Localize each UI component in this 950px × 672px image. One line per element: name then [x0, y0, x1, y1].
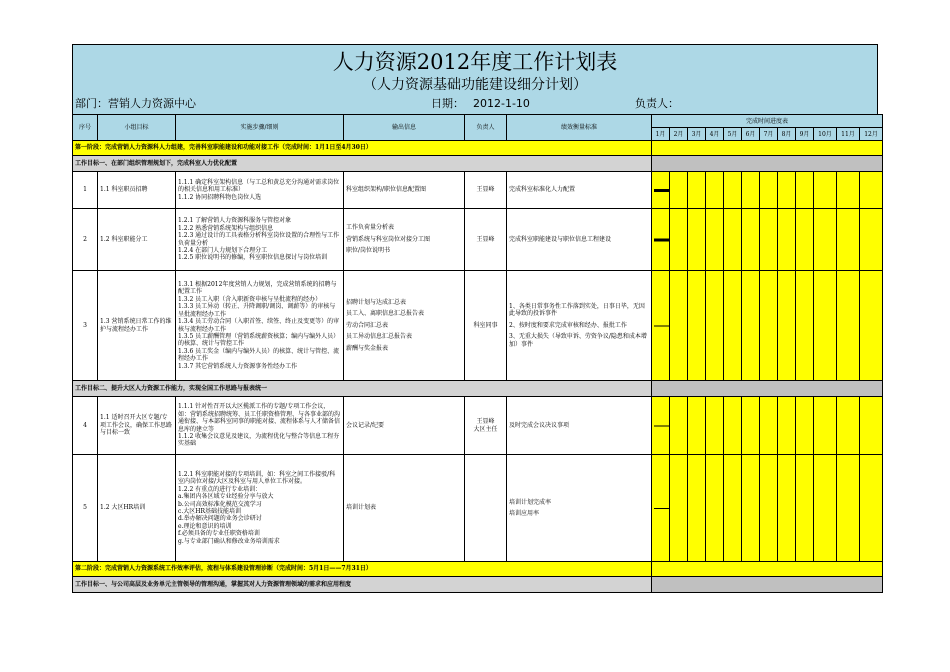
month-cell [837, 397, 860, 455]
table-row [73, 397, 883, 455]
month-cell [706, 271, 724, 381]
month-cell [652, 172, 670, 209]
steps-cell-line: 1.2.1 科室职能对接的专项培训，如：科室之间工作接驳/科室内岗位对接/大区及科室与用人单位工作对接。 [178, 470, 336, 486]
output-cell-line: 员工入、离职信息汇总报告表 [346, 310, 425, 318]
department-label: 部门：营销人力资源中心 [75, 97, 196, 110]
plan-table [72, 114, 883, 593]
page-title: 人力资源2012年度工作计划表 [332, 50, 618, 74]
header-month: 9月 [796, 128, 814, 141]
row-number: 3 [73, 271, 98, 381]
steps-cell-line: 1.3.1 根据2012年度营销人力规划，完成营销系统的招聘与配置工作 [178, 281, 337, 296]
steps-cell-line: 1.1.1 确定科室架构信息（与工总和黄总充分沟通对需求岗位的相关信息和用工标准） [178, 178, 340, 194]
kpi-cell [507, 455, 652, 562]
month-cell [860, 209, 883, 271]
output-cell [344, 455, 465, 562]
header-output: 输出信息 [344, 115, 465, 141]
month-cell [837, 455, 860, 562]
month-cell [688, 172, 706, 209]
output-cell-line: 劳动合同汇总表 [346, 321, 389, 329]
page-subtitle: （人力资源基础功能建设细分计划） [363, 77, 587, 93]
steps-cell-line: 1.3.2 员工入职（含入职新资申核与呈批流程的经办） [178, 295, 322, 303]
header-kpi: 绩效衡量标准 [507, 115, 652, 141]
header-month: 6月 [742, 128, 760, 141]
goal-2-banner-fill [652, 381, 883, 397]
steps-cell-line: 1.1.1 针对性召开以大区揽派工作的专题/专项工作会议，如：营销系统招聘统筹、员工任职资格管理、与各事业部的沟通衔接、与本部科室同事的职能对接、流程体系与人才储备信息库的建立等 [178, 403, 341, 433]
month-cell [814, 172, 837, 209]
header-steps: 实施步骤/细则 [176, 115, 344, 141]
steps-cell [176, 455, 344, 562]
month-cell [760, 209, 778, 271]
month-cell [837, 209, 860, 271]
output-cell-line: 薪酬与奖金报表 [346, 344, 389, 352]
output-cell-line: 营销系统与科室岗位对接分工图 [346, 235, 431, 243]
goal-3-banner: 工作目标一、与公司高层及业务单元主管领导的管理沟通，掌握其对人力资源管理领域的需求和应用程度 [73, 577, 652, 593]
header-goal: 小组目标 [98, 115, 176, 141]
steps-cell-line: b.公司高效标准化模范交流学习 [178, 500, 262, 508]
steps-cell [176, 209, 344, 271]
header-month: 12月 [860, 128, 883, 141]
gantt-track [652, 397, 670, 455]
month-cell [778, 455, 796, 562]
kpi-cell [507, 271, 652, 381]
month-cell [796, 455, 814, 562]
goal-1-banner-fill [652, 156, 883, 172]
month-cell [760, 397, 778, 455]
kpi-cell-line: 完成科室职能建设与职位信息工程建设 [509, 235, 612, 243]
worksheet [72, 44, 878, 593]
month-cell [778, 172, 796, 209]
header-month: 7月 [760, 128, 778, 141]
owner-label: 负责人： [635, 97, 679, 110]
gantt-track [652, 209, 670, 271]
table-row [73, 455, 883, 562]
steps-cell-line: c.大区HR基础技能培训 [178, 508, 242, 515]
month-cell [670, 172, 688, 209]
header-month: 2月 [670, 128, 688, 141]
month-cell [860, 172, 883, 209]
goal-2-banner: 工作目标二、提升大区人力资源工作能力，实现全国工作思路与报表统一 [73, 381, 652, 397]
month-cell [724, 172, 742, 209]
month-cell [837, 271, 860, 381]
steps-cell-line: 1.2.2 熟悉营销系统架构与组织信息 [178, 224, 274, 232]
header-month: 11月 [837, 128, 860, 141]
kpi-cell-line: 培训应用率 [509, 510, 540, 517]
month-cell [706, 455, 724, 562]
steps-cell-line: 1.1.2 协同招聘科物色岗位人选 [178, 193, 262, 201]
month-cell [652, 209, 670, 271]
goal-cell: 1.1 科室职员招聘 [98, 172, 176, 209]
owner-cell: 王显峰 [465, 172, 507, 209]
output-cell-line: 招聘计划与达成汇总表 [346, 298, 407, 306]
goal-1-banner: 工作目标一、在部门组织管理规划下，完成科室人力优化配置 [73, 156, 652, 172]
output-cell-line: 员工异动信息汇总报告表 [346, 333, 413, 341]
month-cell [760, 172, 778, 209]
owner-cell [465, 455, 507, 562]
steps-cell-line: 1.2.1 了解营销人力资源科服务与管控对象 [178, 217, 292, 225]
month-cell [760, 271, 778, 381]
month-cell [814, 455, 837, 562]
month-cell [724, 271, 742, 381]
output-cell-line: 工作负荷量分析表 [346, 224, 395, 232]
phase-2-banner-fill [652, 562, 883, 577]
month-cell [814, 271, 837, 381]
month-cell [670, 271, 688, 381]
steps-cell-line: 1.1.2 收集会议意见及建议，为流程优化与整合等信息工程夯实基础 [178, 432, 340, 448]
month-cell [778, 271, 796, 381]
goal-cell: 1.1 适时召开大区专题/专项工作会议，确保工作思路与目标一致 [98, 397, 176, 455]
kpi-cell-line: 1、各类日常事务性工作落到实处，日事日毕，无因此导致的投诉事件 [509, 302, 645, 318]
month-cell [860, 397, 883, 455]
steps-cell-line: a.集团内各区域专业经验分享与放大 [178, 493, 274, 501]
header-month: 4月 [706, 128, 724, 141]
month-cell [742, 172, 760, 209]
row-number: 2 [73, 209, 98, 271]
table-row [73, 271, 883, 381]
date-label: 日期： [431, 97, 464, 110]
steps-cell-line: 1.3.4 员工劳动合同（入职首签、续签、终止及变更等）的审核与流程经办工作 [178, 318, 340, 333]
goal-cell: 1.3 营销系统日常工作的维护与流程经办工作 [98, 271, 176, 381]
goal-3-banner-fill [652, 577, 883, 593]
table-row [73, 209, 883, 271]
phase-1-banner: 第一阶段：完成营销人力资源科人力组建，完善科室职能建设和功能对接工作（完成时间：1月1日至4月30日） [73, 141, 652, 156]
gantt-track [652, 455, 670, 562]
month-cell [814, 397, 837, 455]
steps-cell-line: d.举办解决问题的业务会诊研讨 [178, 515, 262, 523]
phase-2-banner: 第二阶段：完成营销人力资源系统工作效率评估，流程与体系建设管理诊断（完成时间：5月1日——7月31日） [73, 562, 652, 577]
month-cell [796, 271, 814, 381]
month-cell [742, 271, 760, 381]
month-cell [688, 271, 706, 381]
month-cell [742, 455, 760, 562]
month-cell [796, 172, 814, 209]
month-cell [742, 397, 760, 455]
phase-1-banner-fill [652, 141, 883, 156]
output-cell [344, 397, 465, 455]
steps-cell-line: 1.2.5 职位说明书的修编，科室职位信息探讨与岗位培训 [178, 254, 328, 262]
steps-cell-line: 1.3.3 员工异动（转正、升降调职/调岗、调薪等）的审核与呈批流程经办工作 [178, 303, 336, 318]
kpi-cell-line: 培训计划完成率 [509, 498, 552, 506]
table-row [73, 172, 883, 209]
header-month: 5月 [724, 128, 742, 141]
output-cell-line: 培训计划表 [346, 504, 377, 512]
kpi-cell [507, 172, 652, 209]
goal-cell: 1.2 大区HR培训 [98, 455, 176, 562]
kpi-cell-line: 及时完成会议决议事项 [509, 421, 570, 429]
steps-cell [176, 172, 344, 209]
info-bar [72, 94, 878, 114]
month-cell [706, 209, 724, 271]
steps-cell-line: 1.2.3 通过设计的工具表格分析科室岗位设置的合理性与工作负荷量分析 [178, 232, 340, 247]
owner-cell: 王显峰 大区主任 [465, 397, 507, 455]
kpi-cell-line: 3、无重大损失（导致申诉、劳资争议/隐患和成本增加）事件 [509, 333, 647, 348]
header-progress: 完成时间进度表 [652, 115, 883, 128]
month-cell [652, 271, 670, 381]
steps-cell-line: 1.3.6 员工奖金（编内与编外人员）的核算、统计与管控、流程经办工作 [178, 347, 340, 363]
row-number: 1 [73, 172, 98, 209]
month-cell [814, 209, 837, 271]
output-cell [344, 172, 465, 209]
month-cell [688, 455, 706, 562]
output-cell-line: 科室组织架构/职位信息配置图 [346, 186, 427, 194]
gantt-track [652, 172, 670, 209]
output-cell [344, 271, 465, 381]
row-number: 5 [73, 455, 98, 562]
output-cell [344, 209, 465, 271]
month-cell [742, 209, 760, 271]
month-cell [670, 209, 688, 271]
header-month: 1月 [652, 128, 670, 141]
date-value: 2012-1-10 [473, 97, 530, 110]
steps-cell-line: 1.2.4 在部门人力规划下合理分工 [178, 246, 268, 254]
row-number: 4 [73, 397, 98, 455]
month-cell [670, 455, 688, 562]
steps-cell-line: 1.3.7 其它营销系统人力资源事务性经办工作 [178, 362, 298, 370]
steps-cell-line: e.理论和意识的培训 [178, 522, 232, 530]
header-month: 3月 [688, 128, 706, 141]
month-cell [860, 455, 883, 562]
month-cell [778, 397, 796, 455]
month-cell [724, 397, 742, 455]
title-banner [72, 44, 878, 94]
header-owner: 负责人 [465, 115, 507, 141]
steps-cell-line: g.与专业部门确认和修改业务培训需求 [178, 537, 280, 545]
month-cell [652, 455, 670, 562]
month-cell [706, 172, 724, 209]
output-cell-line: 职位/岗位说明书 [346, 247, 391, 255]
steps-cell-line: 1.2.2 有重点的进行专业培训： [178, 485, 262, 493]
kpi-cell [507, 209, 652, 271]
month-cell [670, 397, 688, 455]
month-cell [760, 455, 778, 562]
steps-cell [176, 397, 344, 455]
month-cell [724, 455, 742, 562]
month-cell [652, 397, 670, 455]
kpi-cell [507, 397, 652, 455]
month-cell [837, 172, 860, 209]
steps-cell-line: 1.3.5 员工薪酬管理（营销系统薪资核算；编内与编外人员）的核算、统计与管控工作 [178, 332, 340, 348]
owner-cell: 王显峰 [465, 209, 507, 271]
kpi-cell-line: 完成科室标准化人力配置 [509, 186, 576, 194]
month-cell [724, 209, 742, 271]
goal-cell: 1.2 科室职能分工 [98, 209, 176, 271]
month-cell [796, 209, 814, 271]
owner-cell: 科室同事 [465, 271, 507, 381]
gantt-track [652, 271, 670, 381]
kpi-cell-line: 2、按时度和要求完成审核和经办、报批工作 [509, 321, 627, 329]
steps-cell-line: f.必须具备的专业任职资格培训 [178, 530, 260, 538]
header-no: 序号 [73, 115, 98, 141]
month-cell [688, 397, 706, 455]
output-cell-line: 会议记录/纪要 [346, 421, 385, 429]
month-cell [688, 209, 706, 271]
steps-cell [176, 271, 344, 381]
month-cell [796, 397, 814, 455]
header-month: 8月 [778, 128, 796, 141]
header-month: 10月 [814, 128, 837, 141]
month-cell [778, 209, 796, 271]
month-cell [860, 271, 883, 381]
month-cell [706, 397, 724, 455]
